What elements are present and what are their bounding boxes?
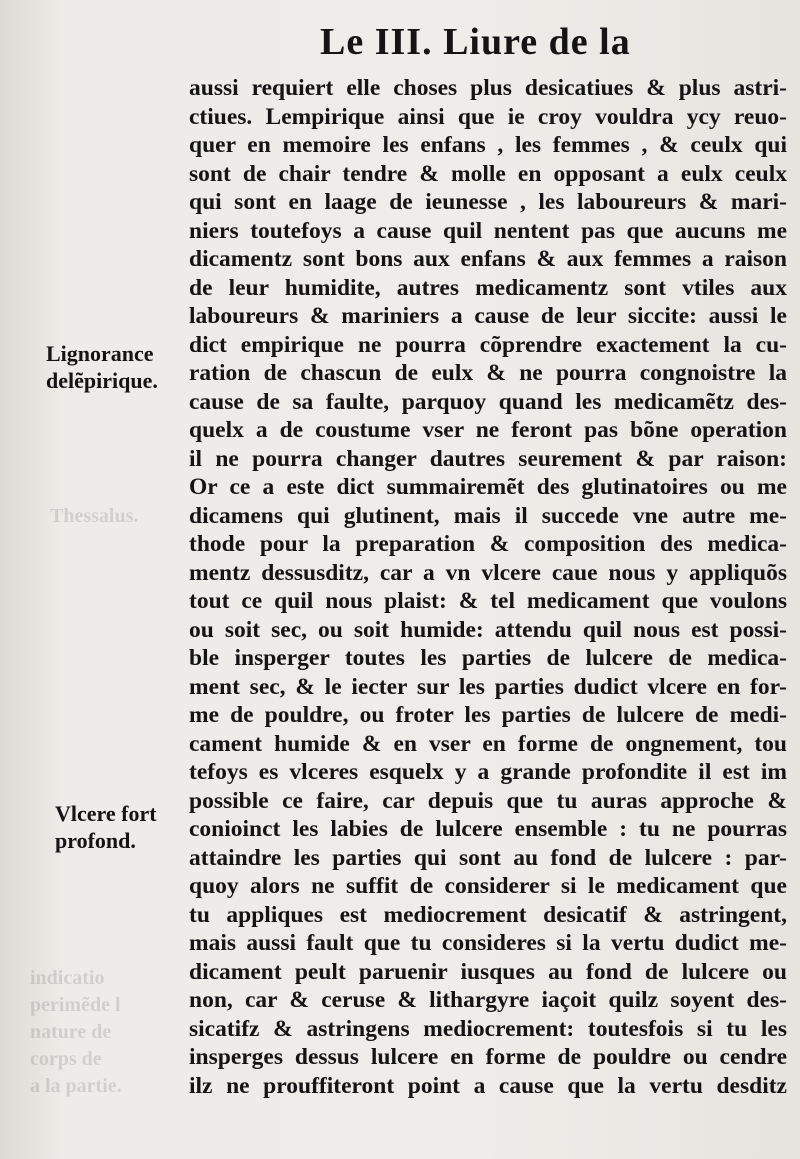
show-through-text-upper: Thessalus. bbox=[50, 505, 139, 527]
text-line: conioinct les labies de lulcere ensemble : tu ne pourras bbox=[189, 816, 787, 842]
text-line: il ne pourra changer dautres seurement & par raison: bbox=[189, 445, 787, 472]
margin-note-deep-ulcer bbox=[55, 800, 183, 854]
text-line: dicamens qui glutinent, mais il succede vne autre me- bbox=[189, 502, 787, 529]
text-line: Or ce a este dict summairemẽt des glutinatoires ou me bbox=[189, 474, 787, 500]
text-line: thode pour la preparation & composition des medica- bbox=[189, 531, 787, 557]
text-line: dicament peult paruenir iusques au fond de lulcere ou bbox=[189, 958, 787, 985]
show-through-line: a la partie. bbox=[30, 1075, 122, 1097]
margin-note-line: Lignorance bbox=[46, 341, 154, 366]
text-line: dicamentz sont bons aux enfans & aux femmes a raison bbox=[189, 246, 787, 272]
show-through-line: indicatio bbox=[30, 967, 105, 989]
margin-note-ignorance bbox=[46, 340, 184, 394]
text-line: mentz dessusditz, car a vn vlcere caue nous y appliquõs bbox=[189, 559, 787, 586]
text-line: aussi requiert elle choses plus desicatiues & plus astri- bbox=[189, 75, 787, 101]
main-text-block bbox=[189, 74, 787, 1100]
text-line: quelx a de coustume vser ne feront pas bõne operation bbox=[189, 417, 787, 443]
text-line: ilz ne prouffiteront point a cause que la vertu desditz bbox=[189, 1072, 787, 1099]
text-line: mais aussi fault que tu consideres si la vertu dudict me- bbox=[189, 930, 787, 956]
text-line: de leur humidite, autres medicamentz sont vtiles aux bbox=[189, 274, 787, 301]
text-line: insperges dessus lulcere en forme de pouldre ou cendre bbox=[189, 1044, 787, 1070]
text-line: qui sont en laage de ieunesse , les laboureurs & mari- bbox=[189, 189, 787, 215]
text-line: laboureurs & mariniers a cause de leur siccite: aussi le bbox=[189, 303, 787, 329]
show-through-text-lower bbox=[30, 965, 122, 1100]
text-line: attaindre les parties qui sont au fond de lulcere : par- bbox=[189, 844, 787, 871]
text-line: cament humide & en vser en forme de ongnement, tou bbox=[189, 730, 787, 757]
margin-note-line: profond. bbox=[55, 828, 136, 853]
text-line: non, car & ceruse & lithargyre iaçoit quilz soyent des- bbox=[189, 987, 787, 1013]
text-line: quoy alors ne suffit de considerer si le medicament que bbox=[189, 873, 787, 899]
text-line: tu appliques est mediocrement desicatif & astringent, bbox=[189, 901, 787, 928]
text-line: sicatifz & astringens mediocrement: toutesfois si tu les bbox=[189, 1015, 787, 1042]
margin-note-line: delẽpirique. bbox=[46, 368, 158, 393]
show-through-line: corps de bbox=[30, 1048, 102, 1070]
text-line: cause de sa faulte, parquoy quand les medicamẽtz des- bbox=[189, 388, 787, 415]
text-line: ble insperger toutes les parties de lulcere de medica- bbox=[189, 645, 787, 671]
text-line: ctiues. Lempirique ainsi que ie croy vouldra ycy reuo- bbox=[189, 103, 787, 130]
text-line: tout ce quil nous plaist: & tel medicament que voulons bbox=[189, 588, 787, 614]
text-line: ou soit sec, ou soit humide: attendu quil nous est possi- bbox=[189, 616, 787, 643]
text-line: ration de chascun de eulx & ne pourra congnoistre la bbox=[189, 360, 787, 386]
text-line: me de pouldre, ou froter les parties de lulcere de medi- bbox=[189, 702, 787, 728]
text-line: ment sec, & le iecter sur les parties dudict vlcere en for- bbox=[189, 673, 787, 700]
running-header: Le III. Liure de la bbox=[320, 21, 631, 63]
show-through-line: nature de bbox=[30, 1021, 112, 1043]
text-line: quer en memoire les enfans , les femmes , & ceulx qui bbox=[189, 132, 787, 158]
text-line: tefoys es vlceres esquelx y a grande profondite il est im bbox=[189, 759, 787, 785]
margin-note-line: Vlcere fort bbox=[55, 801, 157, 826]
text-line: possible ce faire, car depuis que tu auras approche & bbox=[189, 787, 787, 814]
text-line: niers toutefoys a cause quil nentent pas que aucuns me bbox=[189, 217, 787, 244]
show-through-line: perimẽde l bbox=[30, 994, 121, 1016]
text-line: sont de chair tendre & molle en opposant a eulx ceulx bbox=[189, 160, 787, 187]
text-line: dict empirique ne pourra cõprendre exactement la cu- bbox=[189, 331, 787, 358]
